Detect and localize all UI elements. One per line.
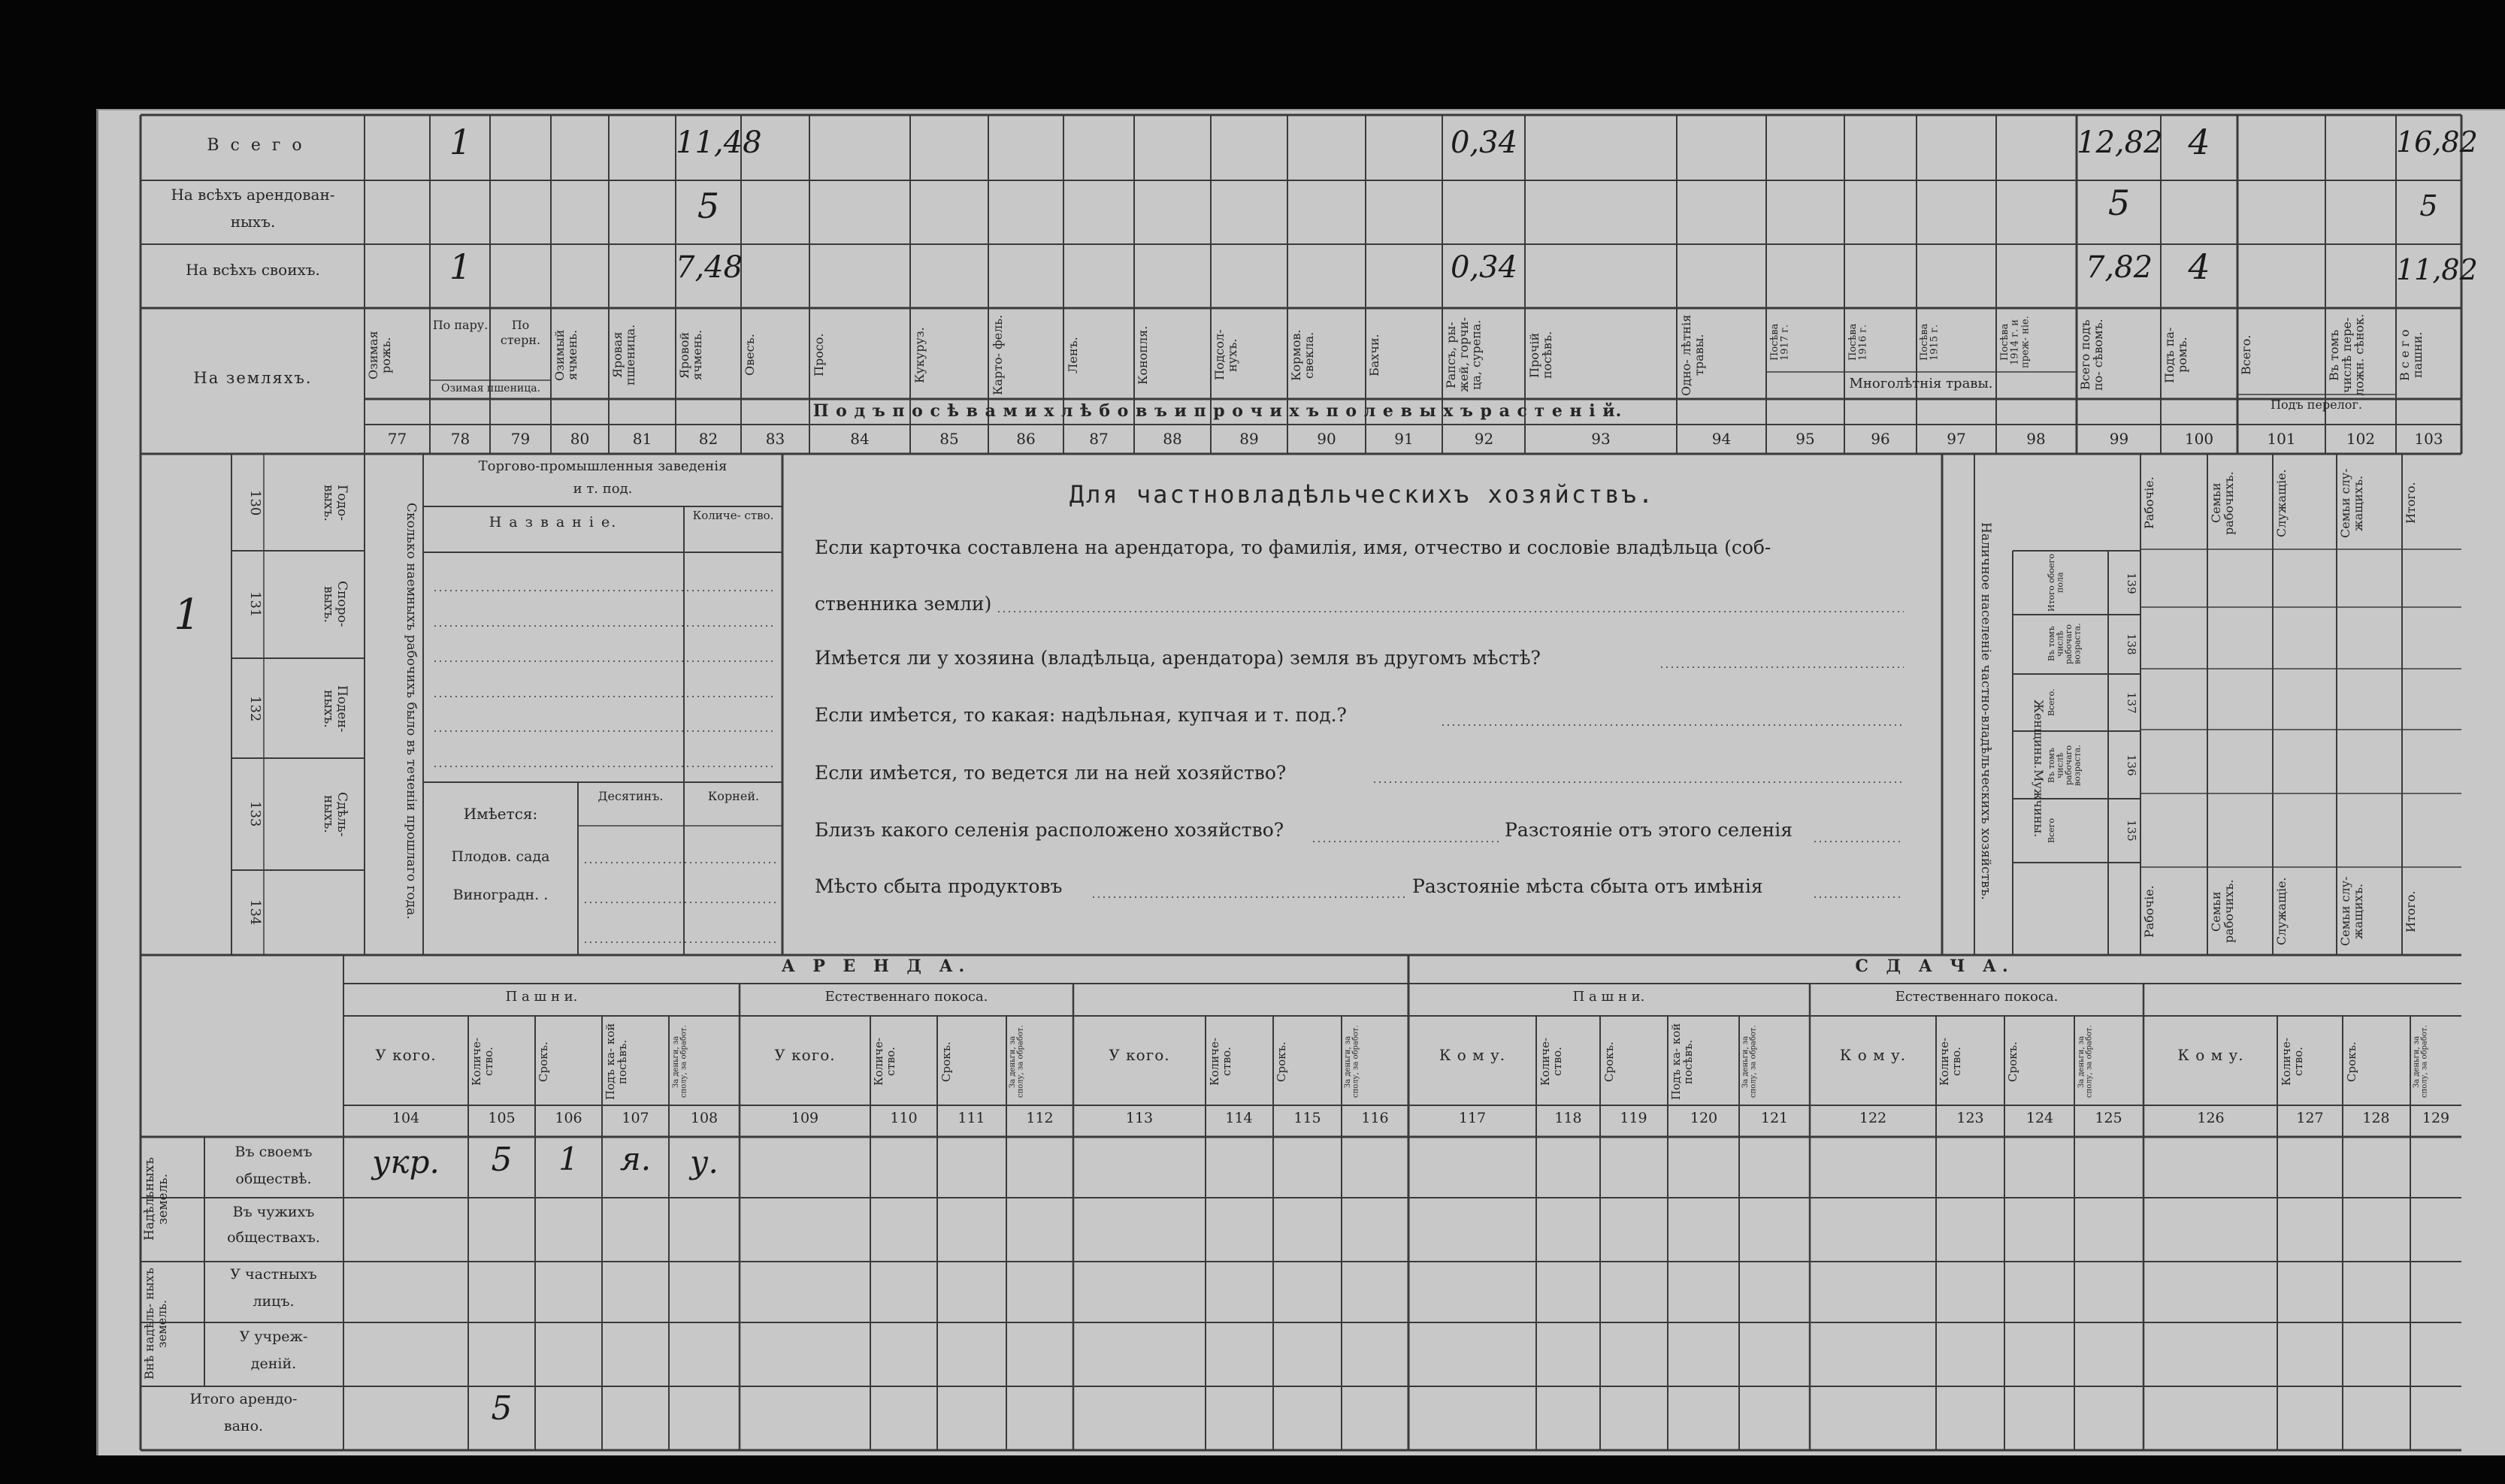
bcol-num-129: 129 [2422, 1110, 2450, 1126]
livestock-num-132: 132 [247, 695, 263, 722]
livestock-label-130: Годо- выхъ. [321, 484, 349, 521]
bcol-num-121: 121 [1760, 1110, 1789, 1126]
bcol-num-113: 113 [1125, 1110, 1154, 1126]
bcol-num-123: 123 [1956, 1110, 1984, 1126]
question-5b: Разстояніе отъ этого селенія [1505, 819, 1793, 841]
right-col-top-0: Рабочіе. [2142, 476, 2156, 530]
question-6: Мѣсто сбыта продуктовъ [815, 875, 1063, 897]
hw-arend-103: 5 [2419, 189, 2438, 222]
row-label-zemlyah: На земляхъ. [193, 369, 313, 387]
right-col-top-3: Семьи слу- жащихъ. [2338, 468, 2365, 538]
bcol-num-106: 106 [555, 1110, 582, 1126]
bcol-num-125: 125 [2095, 1110, 2122, 1126]
col-num-87: 87 [1089, 430, 1109, 448]
col-num-99: 99 [2109, 430, 2129, 448]
col-header-94: Одно- лѣтнія травы. [1679, 314, 1706, 396]
col-num-80: 80 [570, 430, 590, 448]
col-num-85: 85 [939, 430, 959, 448]
row1-b: обществѣ. [235, 1171, 312, 1187]
col-header-88: Конопля. [1136, 325, 1150, 385]
pop-label-4: Итого обоего пола [2047, 554, 2065, 612]
hw-vsego-99: 12,82 [2077, 125, 2163, 160]
bcol-header-115: Срокъ. [1275, 1041, 1288, 1082]
vnenadel-label: Внѣ надѣль- ныхъ земель. [142, 1268, 169, 1380]
hw-b-105: 5 [491, 1141, 513, 1179]
question-1: Если карточка составлена на арендатора, то фамилія, имя, отчество и сословіе владѣльца (соб- [815, 536, 1771, 558]
bcol-header-122: К о м у. [1839, 1046, 1907, 1064]
bcol-header-110: Количе- ство. [872, 1037, 897, 1087]
col-header-77: Озимая рожь. [366, 331, 393, 379]
col-num-78: 78 [450, 430, 470, 448]
col-header-99: Всего подъ по- сѣвомъ. [2078, 319, 2105, 391]
row2-a: Въ чужихъ [232, 1204, 315, 1220]
col-header-100: Подъ па- ромъ. [2162, 327, 2189, 383]
hw-middle-left: 1 [174, 591, 201, 639]
hw-vsego-92: 0,34 [1450, 125, 1518, 160]
bcol-num-117: 117 [1458, 1110, 1487, 1126]
trade-title-2: и т. под. [573, 481, 633, 497]
col-num-97: 97 [1947, 430, 1966, 448]
bcol-header-114: Количе- ство. [1208, 1037, 1233, 1087]
bcol-num-122: 122 [1859, 1110, 1887, 1126]
bcol-header-105: Количе- ство. [470, 1037, 495, 1087]
bcol-num-110: 110 [890, 1110, 918, 1126]
col-num-79: 79 [510, 430, 531, 448]
livestock-num-131: 131 [247, 591, 263, 618]
pop-num-136: 136 [2125, 754, 2138, 776]
col-num-102: 102 [2346, 430, 2376, 448]
hw-b-itogo: 5 [491, 1389, 513, 1428]
right-col-top-1: Семьи рабочихъ. [2209, 471, 2236, 535]
row1-a: Въ своемъ [234, 1144, 313, 1160]
bcol-num-118: 118 [1554, 1110, 1582, 1126]
right-col-bottom-1: Семьи рабочихъ. [2209, 879, 2236, 944]
bcol-header-106: Срокъ. [537, 1041, 550, 1082]
bcol-header-109: У кого. [774, 1046, 836, 1064]
hw-svoih-82: 7,48 [676, 250, 743, 285]
right-col-bottom-2: Служащіе. [2274, 877, 2289, 946]
livestock-label-133: Сдѣль- ныхъ. [321, 791, 349, 837]
livestock-label-132: Поден- ныхъ. [321, 685, 349, 733]
right-col-top-2: Служащіе. [2274, 469, 2289, 537]
col-header-89: Подсол- нухъ. [1212, 329, 1239, 381]
col-num-93: 93 [1591, 430, 1611, 448]
col-header-91: Бахчи. [1367, 334, 1381, 376]
col-header-83: Овесъ. [743, 334, 757, 376]
row4-a: У учреж- [239, 1328, 308, 1345]
col-header-92: Рапсъ, ры- жей, горчи- ца, сурепа. [1444, 317, 1484, 393]
row-label-arend-2: ныхъ. [230, 213, 276, 231]
hw-b-104: укр. [372, 1144, 440, 1180]
question-4: Если имѣется, то ведется ли на ней хозяйство? [815, 762, 1287, 784]
col-num-96: 96 [1871, 430, 1890, 448]
bcol-num-112: 112 [1026, 1110, 1054, 1126]
col-num-89: 89 [1239, 430, 1259, 448]
col-num-103: 103 [2414, 430, 2443, 448]
row4-b: деній. [250, 1356, 297, 1372]
col-num-88: 88 [1163, 430, 1182, 448]
bcol-num-119: 119 [1620, 1110, 1647, 1126]
band-title: П о д ъ п о с ѣ в а м и х л ѣ б о в ъ и п р о ч и х ъ п о л е в ы х ъ р а с т е н і й. [812, 401, 1623, 421]
col-header-82: Яровой ячмень. [677, 329, 704, 381]
col-num-94: 94 [1711, 430, 1732, 448]
livestock-num-134: 134 [247, 899, 263, 926]
bcol-header-104: У кого. [375, 1046, 437, 1064]
col-header-81: Яровая пшеница. [610, 324, 637, 386]
bcol-num-108: 108 [690, 1110, 719, 1126]
imeetsya-label: Имѣется: [463, 805, 538, 823]
right-col-top-4: Итого. [2404, 482, 2418, 524]
bcol-num-104: 104 [392, 1110, 420, 1126]
col-num-83: 83 [765, 430, 785, 448]
col-header-87: Ленъ. [1066, 337, 1080, 373]
bcol-header-112: За деньги, за сполу, за обработ. [1009, 1025, 1025, 1099]
bcol-header-129: За деньги, за сполу, за обработ. [2413, 1025, 2429, 1099]
livestock-label-131: Споро- выхъ. [321, 581, 349, 627]
row2-b: обществахъ. [227, 1229, 320, 1246]
bcol-header-123: Количе- ство. [1938, 1037, 1963, 1087]
women-label: Женщины. [2032, 700, 2046, 769]
bcol-header-128: Срокъ. [2345, 1041, 2358, 1082]
row5-b: вано. [223, 1418, 264, 1434]
hw-svoih-100: 4 [2188, 246, 2210, 287]
livestock-num-133: 133 [247, 801, 263, 827]
right-col-bottom-0: Рабочіе. [2142, 885, 2156, 938]
row-label-vsego: В с е г о [207, 136, 305, 155]
col-header-80: Озимый ячмень. [552, 329, 579, 381]
nadel-label: Надѣльныхъ земель. [142, 1157, 171, 1241]
bcol-header-118: Количе- ство. [1538, 1037, 1564, 1087]
col-header-98: Посѣва 1914 г. и преж- ніе. [1999, 316, 2032, 369]
bcol-num-105: 105 [488, 1110, 516, 1126]
hw-vsego-100: 4 [2188, 122, 2210, 162]
hw-svoih-92: 0,34 [1450, 250, 1518, 285]
bcol-header-108: За деньги, за сполу, за обработ. [672, 1025, 688, 1099]
bcol-num-109: 109 [791, 1110, 819, 1126]
col-num-95: 95 [1796, 430, 1815, 448]
bcol-num-116: 116 [1361, 1110, 1389, 1126]
bcol-header-117: К о м у. [1439, 1046, 1506, 1064]
hw-b-108: у. [690, 1144, 719, 1180]
hw-svoih-99: 7,82 [2085, 250, 2153, 285]
col-num-84: 84 [850, 430, 870, 448]
col-num-92: 92 [1474, 430, 1494, 448]
pop-num-137: 137 [2125, 692, 2138, 714]
korney-label: Корней. [707, 789, 760, 803]
bcol-header-121: За деньги, за сполу, за обработ. [1741, 1025, 1758, 1099]
col-header-97: Посѣва 1915 г. [1919, 323, 1941, 361]
sdacha-title: С Д А Ч А. [1855, 957, 2014, 976]
hw-vsego-78: 1 [449, 122, 472, 162]
men-label: Мужчины. [2032, 769, 2046, 838]
col-header-96: Посѣва 1916 г. [1847, 323, 1869, 361]
col-num-86: 86 [1016, 430, 1036, 448]
col-header-90: Кормов. свекла. [1289, 329, 1316, 381]
hw-vsego-82: 11,48 [676, 125, 762, 160]
bcol-header-126: К о м у. [2177, 1046, 2244, 1064]
arenda-pashni: П а ш н и. [505, 989, 578, 1005]
bcol-header-116: За деньги, за сполу, за обработ. [1344, 1025, 1360, 1099]
bcol-header-113: У кого. [1109, 1046, 1170, 1064]
question-3: Если имѣется, то какая: надѣльная, купчая и т. под.? [815, 704, 1347, 726]
pop-num-138: 138 [2125, 633, 2138, 655]
question-2: Имѣется ли у хозяина (владѣльца, арендатора) земля въ другомъ мѣстѣ? [815, 647, 1541, 669]
hw-arend-82: 5 [697, 186, 720, 226]
col-header-84: Просо. [812, 333, 826, 377]
col-header-78: По пару. [432, 318, 489, 332]
pop-label-0: Всего [2047, 818, 2056, 844]
bcol-header-124: Срокъ. [2006, 1041, 2019, 1082]
col-header-85: Кукуруз. [912, 327, 927, 383]
trade-qty: Количе- ство. [692, 509, 774, 522]
hw-svoih-103: 11,82 [2396, 253, 2478, 286]
bcol-header-107: Подъ ка- кой посѣвъ. [604, 1023, 629, 1101]
row5-a: Итого арендо- [189, 1391, 298, 1407]
col-num-81: 81 [632, 430, 652, 448]
bcol-num-124: 124 [2025, 1110, 2054, 1126]
bcol-header-125: За деньги, за сполу, за обработ. [2077, 1025, 2094, 1099]
hw-svoih-78: 1 [449, 246, 472, 287]
col-header-101: Всего. [2239, 334, 2253, 376]
col-num-90: 90 [1317, 430, 1336, 448]
right-col-bottom-3: Семьи слу- жащихъ. [2338, 876, 2365, 947]
col-num-101: 101 [2267, 430, 2296, 448]
bcol-header-120: Подъ ка- кой посѣвъ. [1669, 1023, 1695, 1101]
bcol-num-120: 120 [1690, 1110, 1718, 1126]
desyatin-label: Десятинъ. [598, 789, 664, 803]
bcol-num-107: 107 [622, 1110, 649, 1126]
trade-title-1: Торгово-промышленныя заведенія [478, 458, 728, 474]
col-header-102: Въ томъ числѣ пере- ложн. сѣнок. [2327, 313, 2367, 397]
bcol-header-119: Срокъ. [1602, 1041, 1616, 1082]
workers-vertical: Сколько наемныхъ рабочихъ было въ теченіи прошлаго года. [404, 502, 419, 920]
right-col-bottom-4: Итого. [2404, 890, 2418, 932]
pop-label-2: Всего. [2047, 688, 2056, 717]
row3-b: лицъ. [253, 1293, 295, 1310]
hw-arend-99: 5 [2107, 183, 2131, 223]
bcol-header-127: Количе- ство. [2280, 1037, 2305, 1087]
hw-b-107: я. [619, 1141, 652, 1177]
sdacha-pokos-1: Естественнаго покоса. [1895, 989, 2059, 1005]
question-1b: ственника земли) [815, 593, 992, 615]
pop-num-135: 135 [2125, 819, 2138, 842]
bcol-header-111: Срокъ. [939, 1041, 953, 1082]
hw-b-106: 1 [558, 1141, 579, 1177]
bcol-num-128: 128 [2362, 1110, 2390, 1126]
vinograd-label: Виноградн. . [452, 887, 549, 903]
hw-vsego-103: 16,82 [2396, 125, 2478, 159]
bcol-num-111: 111 [958, 1110, 985, 1126]
col-num-82: 82 [698, 430, 719, 448]
bcol-num-114: 114 [1225, 1110, 1253, 1126]
bcol-num-127: 127 [2296, 1110, 2324, 1126]
col-num-100: 100 [2184, 430, 2214, 448]
col-header-95: Посѣва 1917 г. [1769, 323, 1791, 361]
col-header-103: В с е г о пашни. [2398, 329, 2425, 381]
group-perelog: Подъ перелог. [2271, 397, 2362, 412]
question-6b: Разстояніе мѣста сбыта отъ имѣнія [1412, 875, 1763, 897]
row-label-svoih: На всѣхъ своихъ. [186, 261, 320, 279]
pop-label-1: Въ томъ числѣ рабочаго возраста. [2047, 745, 2083, 786]
row-label-arend: На всѣхъ арендован- [171, 186, 335, 204]
col-header-86: Карто- фель. [991, 314, 1005, 396]
population-vertical: Наличное населеніе частно-владѣльческихъ хозяйствъ. [1978, 521, 1993, 900]
col-num-91: 91 [1394, 430, 1414, 448]
row3-a: У частныхъ [230, 1266, 317, 1283]
trade-name: Н а з в а н і е. [489, 514, 618, 530]
col-num-98: 98 [2026, 430, 2046, 448]
col-header-93: Прочій посѣвъ. [1527, 331, 1554, 379]
col-header-79: По стерн. [500, 318, 541, 347]
bcol-num-126: 126 [2197, 1110, 2225, 1126]
sdacha-pashni: П а ш н и. [1572, 989, 1645, 1005]
pop-num-139: 139 [2125, 572, 2138, 594]
group-mnogolet: Многолѣтнія травы. [1849, 376, 1993, 391]
group-ozim-pshenitsa: Озимая пшеница. [440, 382, 541, 394]
arenda-pokos-1: Естественнаго покоса. [824, 989, 988, 1005]
question-5: Близъ какого селенія расположено хозяйство? [815, 819, 1284, 841]
livestock-num-130: 130 [247, 489, 263, 516]
col-num-77: 77 [387, 430, 407, 448]
panel-title: Для частновладѣльческихъ хозяйствъ. [1069, 480, 1656, 509]
plodov-label: Плодов. сада [451, 848, 550, 865]
pop-label-3: Въ томъ числѣ рабочаго возраста. [2047, 623, 2083, 665]
bcol-num-115: 115 [1293, 1110, 1321, 1126]
arenda-title: А Р Е Н Д А. [781, 957, 971, 976]
